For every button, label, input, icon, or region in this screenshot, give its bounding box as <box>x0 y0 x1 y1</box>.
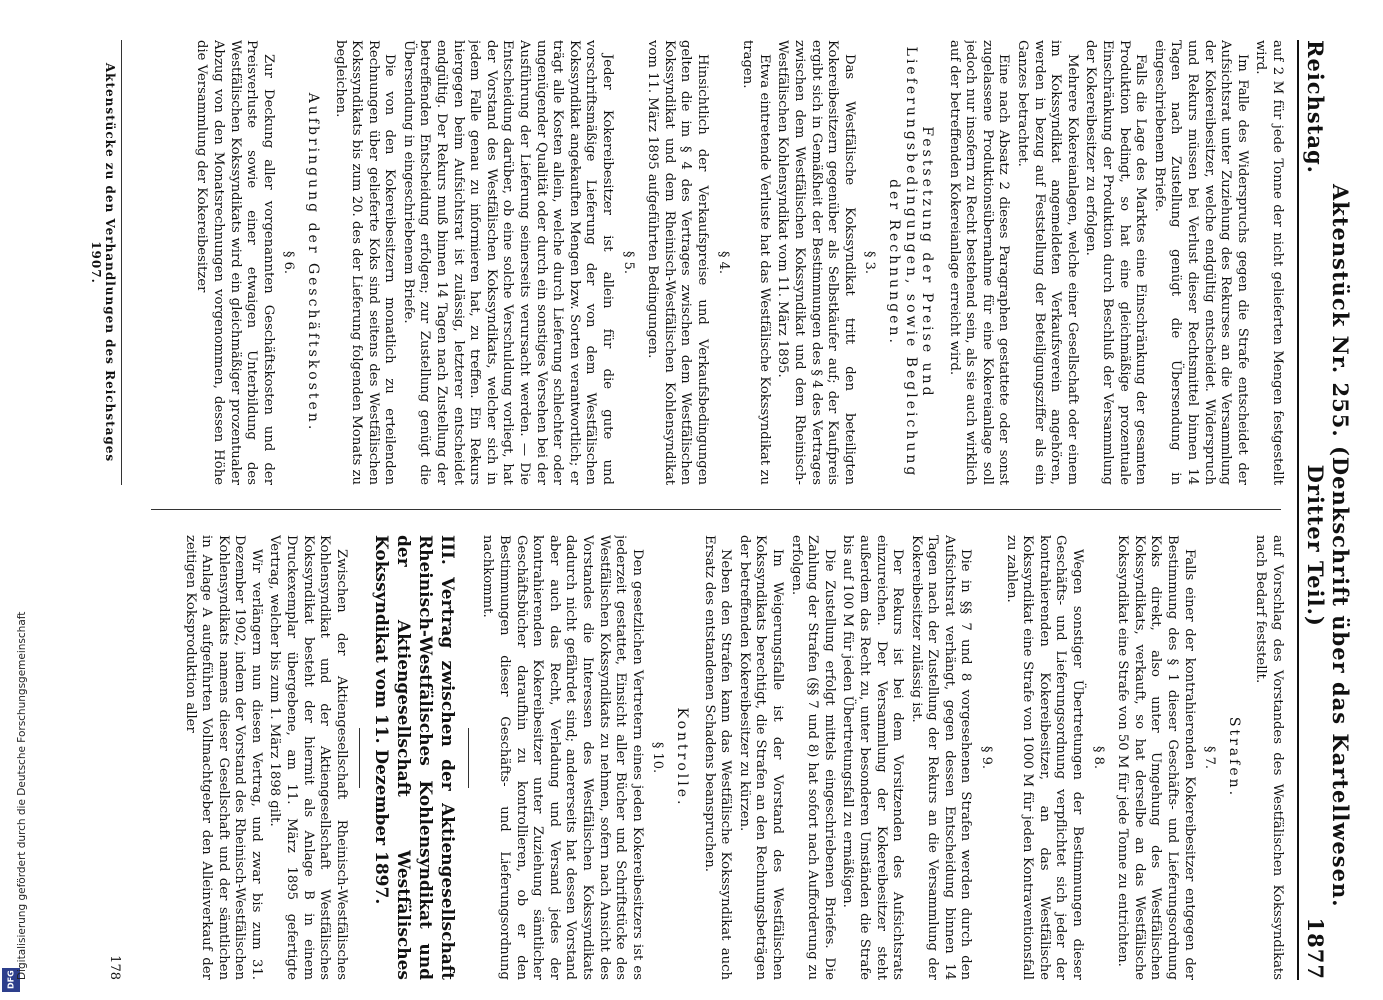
header-left: Reichstag. <box>1303 40 1328 174</box>
section-3-label: § 3. <box>862 250 878 275</box>
section-7-text: Falls einer der kontrahierenden Kokereibesitzer entgegen der Bestimmung des § 1 dieser Geschäfts- und Lieferungsordnung Koks direkt, also unter Umgehung des Westfälischen Kokssyndikats, verkauft, so hat derselbe an das Westfälische Kokssyndikat eine Strafe von 50 M für jede Tonne zu entrichten. <box>1115 535 1197 980</box>
section-4-text: Hinsichtlich der Verkaufspreise und Verkaufsbedingungen gelten die im § 4 des Vertrages zwischen dem Westfälischen Kokssyndikat und dem Rheinisch-Westfälischen Kohlensyndikat vom 11. März 1895 aufgeführten Bedingungen. <box>645 40 710 485</box>
section-9-label: § 9. <box>979 745 995 770</box>
heading-penalties: Strafen. <box>1225 716 1242 799</box>
heading-control: Kontrolle. <box>674 707 690 808</box>
section-10-text: Den gesetzlichen Vertretern eines jeden Kokereibesitzers ist es jederzeit gestattet, Einsicht aller Bücher und Schriftstücke des Westfälischen Kokssyndikats zu nehmen, sofern nach Ansicht des Vorstandes die Interessen des Westfälischen Kokssyndikats dadurch nicht gefährdet sind; andererseits hat dessen Vorstand aber auch das Recht, Verladung und Versand jedes der kontrahierenden Kokereibesitzer unter Zuziehung sämtlicher Geschäftsbücher daraufhin zu kontrollieren, ob er den Bestimmungen dieser Geschäfts- und Lieferungsordnung nachkommt. <box>480 535 645 980</box>
section-5-text: Jeder Kokereibesitzer ist allein für die gute und vorschriftsmäßige Lieferung der von dem Westfälischen Kokssyndikat angekauften Mengen bzw. Sorten verantwortlich; er trägt alle Kosten allein, welche durch Lieferung schlechter oder ungenügender Qualität oder durch ein sonstiges Versehen bei der Ausführung der Lieferung seinerseits verursacht werden. — Die Entscheidung darüber, ob eine solche Verschuldung vorliegt, hat der Vorstand des Westfälischen Kokssyndikats, welcher sich in jedem Falle genau zu informieren hat, zu treffen. Ein Rekurs hiergegen beim Aufsichtsrat ist zulässig, letzterer entscheidet endgültig. Der Rekurs muß binnen 14 Tagen nach Zustellung der betreffenden Entscheidung erfolgen; zur Zustellung genügt die Übersendung in eingeschriebenem Briefe. <box>400 40 616 485</box>
digitization-credit-strip <box>0 0 28 1000</box>
final-text: Zwischen der Aktiengesellschaft Rheinisch-Westfälisches Kohlensyndikat und der Aktiengesellschaft Westfälisches Kokssyndikat besteht der hiermit als Anlage B in einem Druckexemplar übergebene, am 11. März 1895 gefertigte Vertrag, welcher bis zum 1. März 1898 gilt. <box>267 535 349 980</box>
section-8-label: § 8. <box>1090 745 1106 770</box>
header-title: Aktenstück Nr. 255. (Denkschrift über das Kartellwesen. Dritter Teil.) <box>1303 183 1353 908</box>
rotated-document-page <box>87 40 1353 980</box>
digitization-credit-text: Digitalisierung gefördert durch die Deutsche Forschungsgemeinschaft <box>16 611 28 980</box>
section-9-text-4: Im Weigerungsfalle ist der Vorstand des Westfälischen Kokssyndikats berechtigt, die Strafen an den Rechnungsbeträgen der betreffenden Kokereibesitzer zu kürzen. <box>736 535 785 980</box>
section-4-label: § 4. <box>715 250 731 275</box>
section-7-label: § 7. <box>1202 745 1218 770</box>
column-divider <box>151 509 1281 510</box>
left-intro-3: Falls die Lage des Marktes eine Einschränkung der gesamten Produktion bedingt, so hat eine gleichmäßige prozentuale Einschränkung der Produktion durch Beschluß der Versammlung der Kokereibesitzer zu erfolgen. <box>1083 40 1149 485</box>
section-9-text: Die in §§ 7 und 8 vorgesehenen Strafen werden durch den Aufsichtsrat verhängt, gegen dessen Entscheidung binnen 14 Tagen nach der Zustellung der Rekurs an die Versammlung der Kokereibesitzer zulässig ist. <box>908 535 974 980</box>
section-rule <box>468 728 469 788</box>
section-3-text-2: Etwa eintretende Verluste hat das Westfälische Kokssyndikat zu tragen. <box>740 40 772 485</box>
section-6-text: Zur Deckung aller vorgenannten Geschäftskosten und der Preisverluste sowie einer etwaigen Unterbildung des Westfälischen Kokssyndikats wird ein gleichmäßiger prozentualer Abzug von den Monatsrechnungen vorgenommen, dessen Höhe die Versammlung der Kokereibesitzer <box>194 40 276 485</box>
left-intro-5: Eine nach Absatz 2 dieses Paragraphen gestattete oder sonst zugelassene Produktionsübernahme für eine Kokereianlage soll jedoch nur insofern zu Recht bestehend sein, als sie auch wirklich auf der betreffenden Kokereianlage erreicht wird. <box>946 40 1012 485</box>
section-5-text-2: Die von den Kokereibesitzern monatlich zu erteilenden Rechnungen über gelieferte Koks sind seitens des Westfälischen Kokssyndikats bis zum 20. des der Lieferung folgenden Monats zu begleichen. <box>332 40 398 485</box>
section-iii-title: III. Vertrag zwischen der Aktiengesellschaft Rheinisch-Westfälisches Kohlensyndikat und der Aktiengesellschaft Westfälisches Kokssyndikat vom 11. Dezember 1897. <box>370 535 457 980</box>
left-intro-2: Im Falle des Widerspruchs gegen die Strafe entscheidet der Aufsichtsrat unter Zuziehung des Rekurses an die Versammlung der Kokereibesitzer, welche endgültig entscheidet. Widerspruch und Rekurs müssen bei Verlust dieser Rechtsmittel binnen 14 Tagen nach Zustellung genügt die Übersendung in eingeschriebenem Briefe. <box>1151 40 1250 485</box>
section-9-text-5: Neben den Strafen kann das Westfälische Kokssyndikat auch Ersatz des entstandenen Schadens beanspruchen. <box>701 535 734 980</box>
page-header <box>1297 40 1353 980</box>
section-6-label: § 6. <box>281 250 297 275</box>
heading-prices: Festsetzung der Preise und Lieferungsbedingungen, sowie Begleichung der Rechnungen. <box>885 46 936 479</box>
section-rule-2 <box>359 728 360 788</box>
right-intro-1: auf Vorschlag des Vorstandes des Westfälischen Kokssyndikats nach Bedarf feststellt. <box>1253 535 1285 980</box>
left-intro-1: auf 2 M für jede Tonne der nicht gelieferten Mengen festgestellt wird. <box>1253 40 1285 485</box>
section-9-text-2: Der Rekurs ist bei dem Vorsitzenden des Aufsichtsrats einzureichen. Der Versammlung der Kokereibesitzer steht außerdem das Recht zu, unter besonderen Umständen die Strafe bis auf 100 M für jeden Übertretungsfall zu ermäßigen. <box>840 535 906 980</box>
reichstag-footer: Aktenstücke zu den Verhandlungen des Reichstages 1907. <box>89 40 122 485</box>
section-8-text: Wegen sonstiger Übertretungen der Bestimmungen dieser Geschäfts- und Lieferungsordnung verpflichtet sich jeder der kontrahierenden Kokereibesitzer, an das Westfälische Kokssyndikat eine Strafe von 1000 M für jeden Kontraventionsfall zu zahlen. <box>1003 535 1086 980</box>
final-text-2: Wir verlängern nun diesen Vertrag, und zwar bis zum 31. Dezember 1902, indem der Vorstand des Rheinisch-Westfälischen Kohlensyndikats namens dieser Gesellschaft und der sämtlichen in Anlage A aufgeführten Vollmachtgeber den Alleinverkauf der zeitigen Koksproduktion aller <box>182 535 264 980</box>
right-column <box>135 535 1285 980</box>
left-intro-4: Mehrere Kokereianlagen, welche einer Gesellschaft oder einem im Kokssyndikat angemeldeten Verkaufsverein angehören, werden in bezug auf Feststellung der Beteiligungsziffer als ein Ganzes betrachtet. <box>1015 40 1080 485</box>
heading-costs: Aufbringung der Geschäftskosten. <box>304 92 321 433</box>
page-footer-number: 178 <box>107 955 122 980</box>
dfg-logo: DFG <box>2 968 20 992</box>
section-9-text-3: Die Zustellung erfolgt mittels eingeschriebenen Briefes. Die Zahlung der Strafen (§§ 7 und 8) hat sofort nach Aufforderung zu erfolgen. <box>788 535 837 980</box>
section-5-label: § 5. <box>620 250 636 275</box>
header-page-number: 1877 <box>1303 917 1328 980</box>
section-3-text: Das Westfälische Kokssyndikat tritt den beteiligten Kokereibesitzern gegenüber als Selbstkäufer auf; der Kaufpreis ergibt sich in Gemäßheit der Bestimmungen des § 4 des Vertrages zwischen dem Westfälischen Kokssyndikat und dem Rheinisch-Westfälischen Kohlensyndikat vom 11. März 1895. <box>775 40 857 485</box>
left-column <box>135 40 1285 485</box>
section-10-label: § 10. <box>650 741 666 774</box>
